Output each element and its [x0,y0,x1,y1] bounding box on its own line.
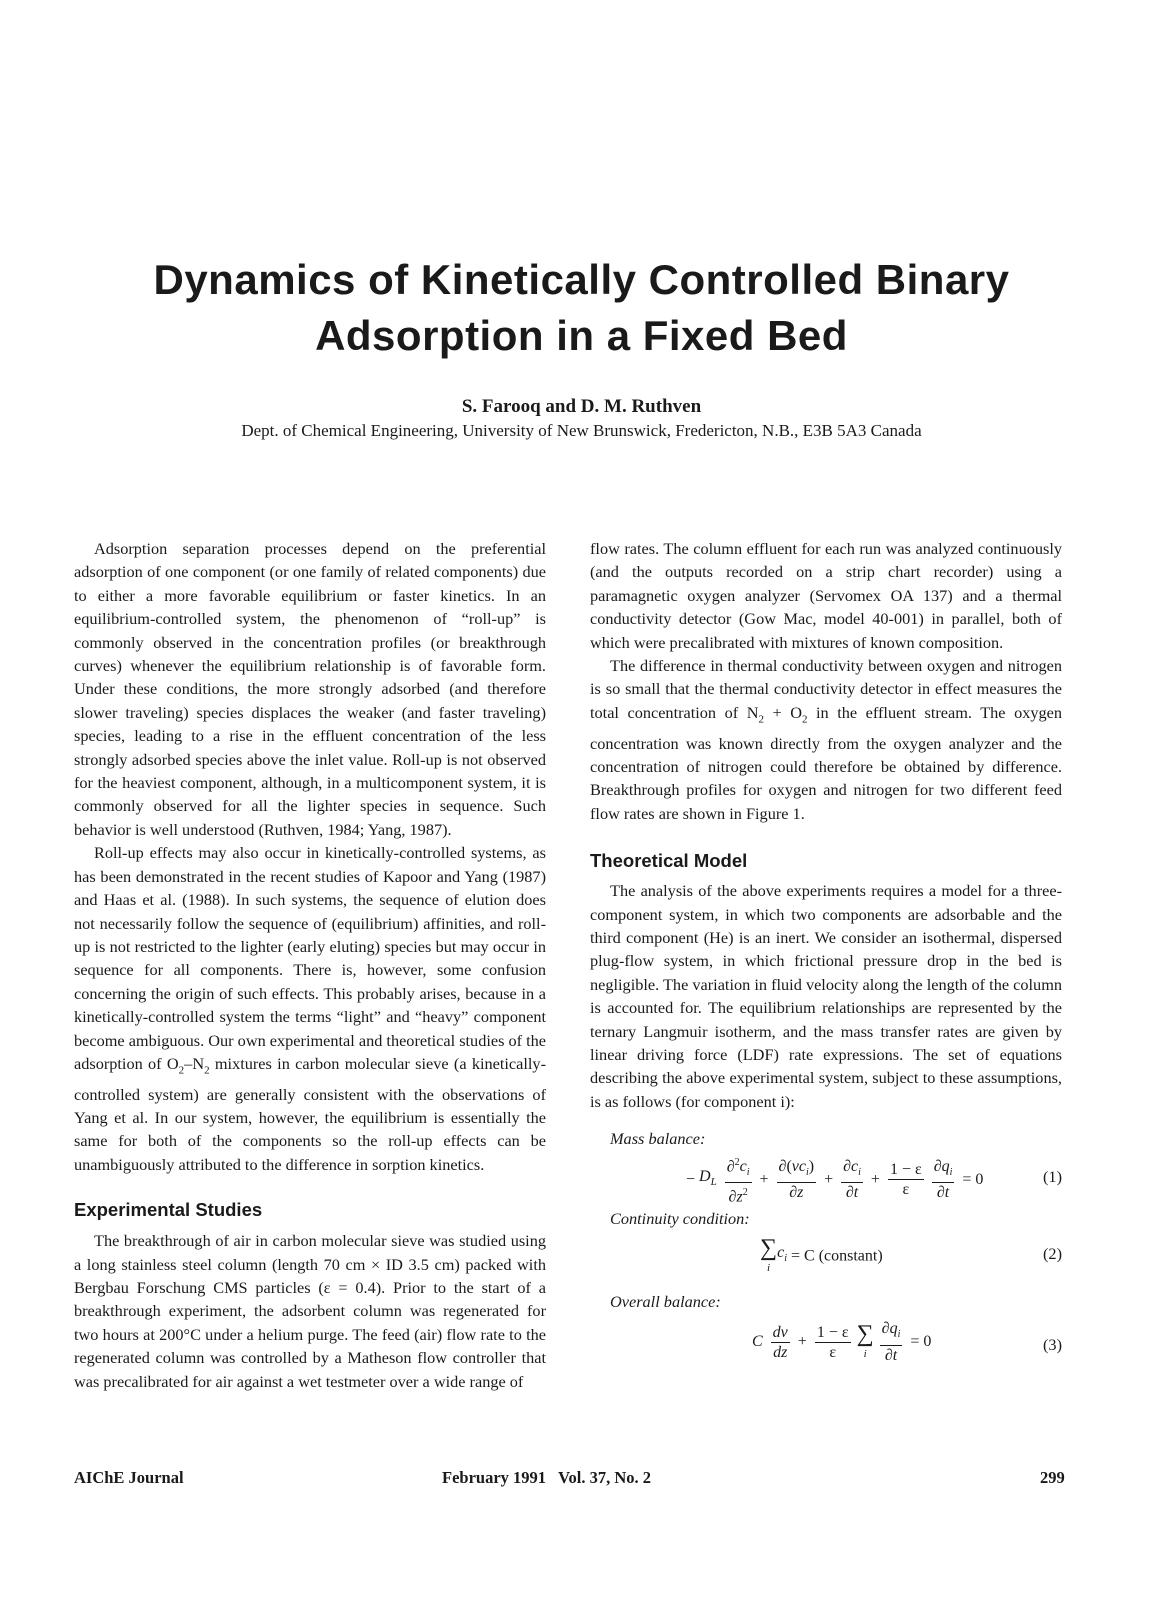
footer-page-number: 299 [1040,1468,1065,1487]
equation-1-label: Mass balance: [610,1129,706,1149]
paragraph-rollup-part1: Roll-up effects may also occur in kinetically-controlled systems, as has been demonstrated in the recent studies of Kapoor and Yang (1987) and Haas et al. (1988). In such systems, the sequence of elution does not necessarily follow the sequence of (equilibrium) affinities, and roll-up is not restricted to the lighter (early eluting) species but may occur in sequence for all components. There is, however, some confusion concerning the origin of such effects. This probably arises, because in a kinetically-controlled system the terms “light” and “heavy” component become ambiguous. Our own experimental and theoretical studies of the adsorption of O [74,843,547,1073]
affiliation: Dept. of Chemical Engineering, University of New Brunswick, Fredericton, N.B., E3B 5A3 Canada [241,421,922,440]
equation-2-number: (2) [1043,1244,1062,1263]
section-heading-theoretical: Theoretical Model [590,850,748,872]
footer-issue: February 1991 Vol. 37, No. 2 [442,1468,652,1487]
title-line-2: Adsorption in a Fixed Bed [315,312,848,359]
equation-1-math: − $D_L$ $\frac{\partial^2c_i}{\partial z^2}$ + $\frac{\partial(vc_i)}{\partial z}$ + $\frac{\partial c_i}{\partial t}$ + $\frac{1 - \varepsilon}{\varepsilon}$ $\frac{\partial q_i}{\partial t}$ = 0 [684,1153,985,1207]
equation-2-label: Continuity condition: [610,1208,750,1228]
equation-3-label: Overall balance: [610,1292,721,1311]
section-heading-experimental: Experimental Studies [74,1199,263,1221]
article-title [60,252,1103,364]
equation-3 [590,1313,1062,1373]
paragraph-experimental: The breakthrough of air in carbon molecular sieve was studied using a long stainless steel column (length 70 cm × ID 3.5 cm) packed with Bergbau Forschung CMS particles (ε = 0.4). Prior to the start of a breakthrough experiment, the adsorbent column was regenerated for two hours at 200°C under a helium purge. The feed (air) flow rate to the regenerated column was controlled by a Matheson flow controller that was precalibrated for air against a wet testmeter over a wide range of [74,1231,546,1391]
authors: S. Farooq and D. M. Ruthven [461,396,702,417]
paragraph-rollup: Roll-up effects may also occur in kinetically-controlled systems, as has been demonstrated in the recent studies of Kapoor and Yang (1987) and Haas et al. (1988). In such systems, the sequence of elution does not necessarily follow the sequence of (equilibrium) affinities, and roll-up is not restricted to the lighter (early eluting) species but may occur in sequence for all components. There is, however, some confusion concerning the origin of such effects. This probably arises, because in a kinetically-controlled system the terms “light” and “heavy” component become ambiguous. Our own experimental and theoretical studies of the adsorption of $O_2-N_2$ mixtures in carbon molecular sieve (a kinetically-controlled system) are generally consistent with the observations of Yang et al. In our system, however, the equilibrium is essentially the same for both of the components so the roll-up effects can be unambiguously attributed to the difference in sorption kinetics. [74,843,547,1174]
paragraph-rollup-part2: mixtures in carbon molecular sieve (a kinetically-controlled system) are generally consistent with the observations of Yang et al. In our system, however, the equilibrium is essentially the same for both of the components so the roll-up effects can be unambiguously attributed to the difference in sorption kinetics. [74,1053,546,1174]
equation-3-number: (3) [1043,1335,1062,1355]
footer-journal: AIChE Journal [74,1468,184,1487]
equation-3-math: C $\frac{dv}{dz}$ + $\frac{1 - \varepsilon}{\varepsilon}$ ∑ i $\frac{\partial q_i}{\partial t}$ = 0 [752,1320,932,1364]
right-column [590,537,1062,1373]
paragraph-flow-rates: flow rates. The column effluent for each run was analyzed continuously (and the outputs recorded on a strip chart recorder) using a paramagnetic oxygen analyzer (Servomex OA 137) and a thermal conductivity detector (Gow Mac, model 40-001) in parallel, both of which were precalibrated with mixtures of known composition. [590,539,1062,652]
left-column [74,537,546,1393]
paragraph-thermal: The difference in thermal conductivity between oxygen and nitrogen is so small that the thermal conductivity detector in effect measures the total concentration of $N_2 + O_2$ in the effluent stream. The oxygen concentration was known directly from the oxygen analyzer and the concentration of nitrogen could therefore be obtained by difference. Breakthrough profiles for oxygen and nitrogen for two different feed flow rates are shown in Figure 1. [590,656,1062,823]
equation-1 [590,1151,1062,1207]
equation-2 [590,1230,1062,1290]
equation-1-number: (1) [1043,1166,1062,1186]
paragraph-intro: Adsorption separation processes depend on the preferential adsorption of one component (or one family of related components) due to either a more favorable equilibrium or faster kinetics. In an equilibrium-controlled system, the phenomenon of “roll-up” is commonly observed in the concentration profiles (or breakthrough curves) whenever the equilibrium relationship is of favorable form. Under these conditions, the more strongly adsorbed (and therefore slower traveling) species displaces the weaker (and faster traveling) species, leading to a rise in the effluent concentration of the less strongly adsorbed species above the inlet value. Roll-up is not observed for the heaviest component, although, in a multicomponent system, it is commonly observed for all the lighter species in sequence. Such behavior is well understood (Ruthven, 1984; Yang, 1987). [74,539,546,839]
title-line-1: Dynamics of Kinetically Controlled Binary [153,256,1010,303]
equation-2-math: ∑ i $c_i = C$ (constant) [760,1235,883,1274]
equation-2-rhs: = C (constant) [791,1247,883,1265]
paragraph-model: The analysis of the above experiments requires a model for a three-component system, in which two components are adsorbable and the third component (He) is an inert. We consider an isothermal, dispersed plug-flow system, in which frictional pressure drop in the bed is negligible. The variation in fluid velocity along the length of the column is accounted for. The equilibrium relationships are represented by the ternary Langmuir isotherm, and the mass transfer rates are given by linear driving force (LDF) rate expressions. The set of equations describing the above experimental system, subject to these assumptions, is as follows (for component i): [590,881,1062,1111]
paragraph-thermal-part2: in the effluent stream. The oxygen concentration was known directly from the oxygen analyzer and the concentration of nitrogen could therefore be obtained by difference. Breakthrough profiles for oxygen and nitrogen for two different feed flow rates are shown in Figure 1. [590,702,1062,823]
paragraph-thermal-part1: The difference in thermal conductivity between oxygen and nitrogen is so small that the thermal conductivity detector in effect measures the total concentration of N [590,656,1062,722]
